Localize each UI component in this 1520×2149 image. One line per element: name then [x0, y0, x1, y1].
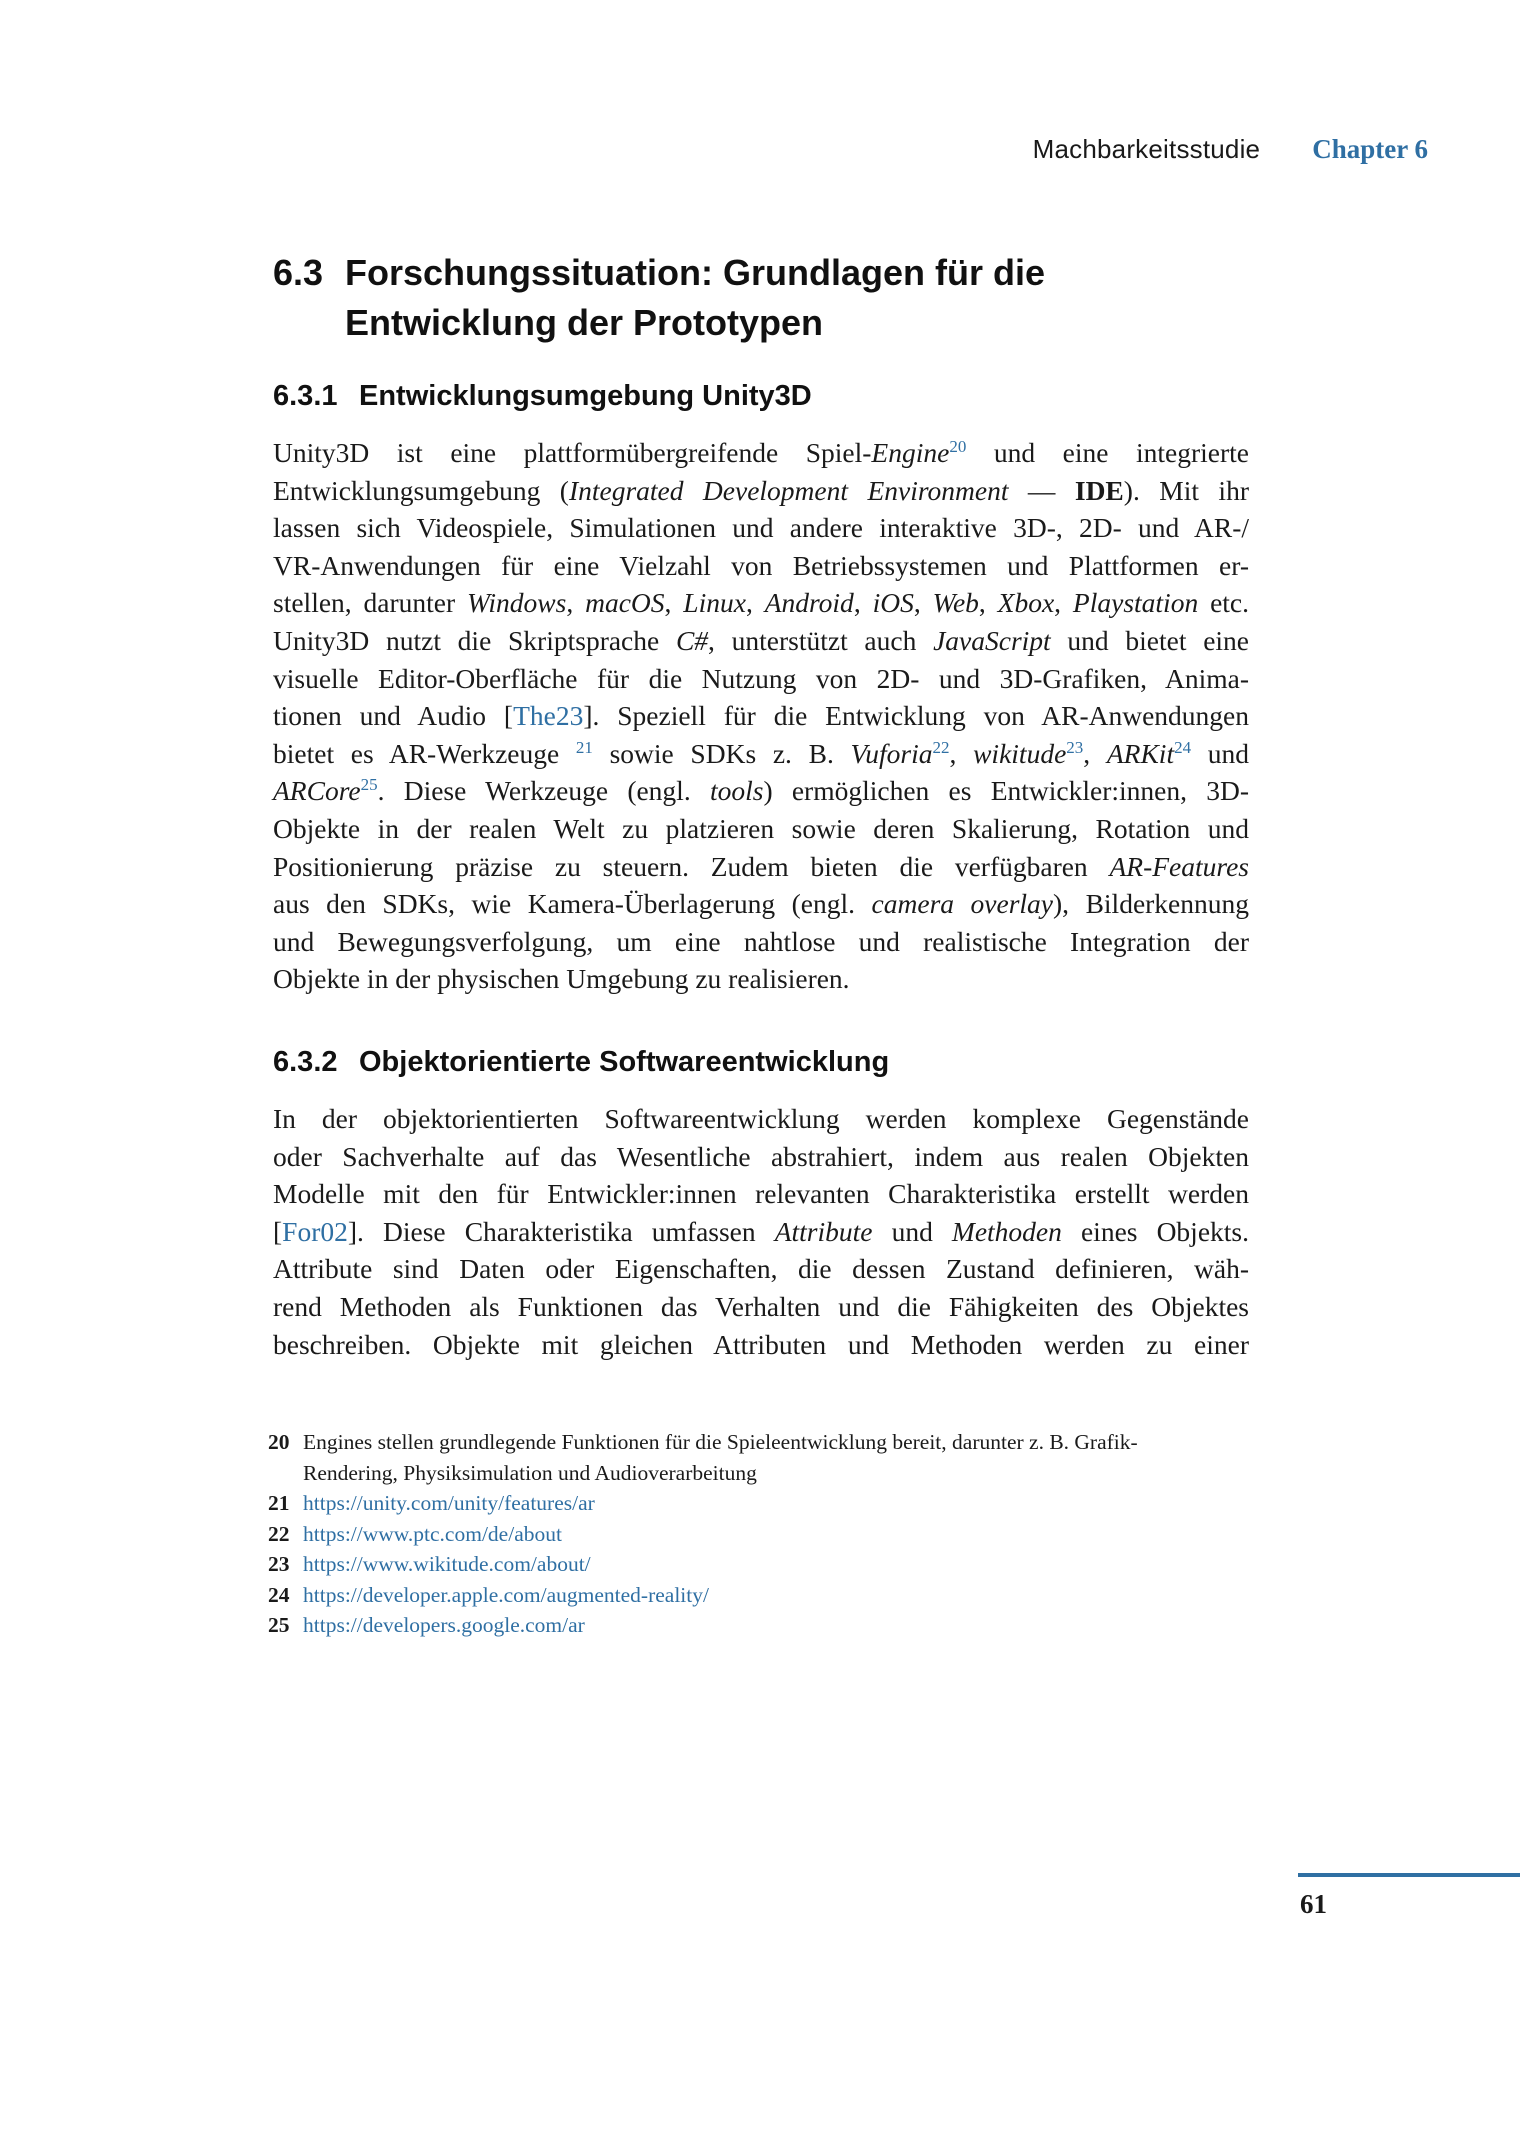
section-title-line-1: Forschungssituation: Grundlagen für die [345, 252, 1046, 293]
footnote-number: 23 [268, 1552, 290, 1576]
text-line: ARCore$^{25}$. Diese Werkzeuge (engl. tools) ermöglichen es Entwickler:innen, 3D- [273, 775, 1249, 807]
footnote-link[interactable]: https://www.wikitude.com/about/ [303, 1552, 591, 1576]
text-line: oder Sachverhalte auf das Wesentliche abstrahiert, indem aus realen Objekten [273, 1140, 1249, 1172]
footnote-ref-20[interactable]: 20 [949, 436, 967, 456]
text-line: bietet es AR-Werkzeuge $^{21}$ sowie SDKs z. B. Vuforia$^{22}$, wikitude$^{23}$, ARKit$^{24}$ und [273, 737, 1250, 769]
footnote-number: 21 [268, 1491, 290, 1515]
citation-link-the23[interactable]: The23 [513, 700, 584, 732]
text-line: Objekte in der physischen Umgebung zu realisieren. [273, 963, 850, 995]
text-line: Modelle mit den für Entwickler:innen relevanten Charakteristika erstellt werden [273, 1178, 1249, 1210]
paragraph-oop [273, 1100, 1249, 1363]
text-line: Entwicklungsumgebung (Integrated Development Environment — IDE). Mit ihr [273, 474, 1249, 506]
footer-rule [1298, 1873, 1520, 1877]
footnote-link[interactable]: https://unity.com/unity/features/ar [303, 1491, 595, 1515]
footnote-20 [268, 1427, 1258, 1488]
footnote-ref-23[interactable]: 23 [1066, 737, 1084, 757]
footnote-ref-24[interactable]: 24 [1174, 737, 1192, 757]
text-line: Attribute sind Daten oder Eigenschaften, die dessen Zustand definieren, wäh- [273, 1253, 1249, 1285]
section-title-line-2: Entwicklung der Prototypen [345, 302, 824, 343]
citation-link-for02[interactable]: For02 [282, 1215, 348, 1247]
footnote-number: 24 [268, 1582, 290, 1607]
footnote-23 [268, 1549, 1258, 1580]
text-line: rend Methoden als Funktionen das Verhalten und die Fähigkeiten des Objektes [273, 1290, 1249, 1322]
footnote-number: 25 [268, 1613, 290, 1637]
section-number: 6.3 [273, 252, 324, 293]
text-line: aus den SDKs, wie Kamera-Überlagerung (engl. camera overlay), Bilderkennung [273, 888, 1250, 920]
subsection-heading-oop [273, 1042, 1253, 1082]
page-number: 61 [1300, 1889, 1327, 1919]
running-header-chapter: Chapter 6 [1312, 134, 1428, 164]
running-header [0, 134, 1428, 165]
footnote-22 [268, 1519, 1258, 1550]
text-line: lassen sich Videospiele, Simulationen und andere interaktive 3D-, 2D- und AR-/ [273, 512, 1249, 544]
footnote-link[interactable]: https://developer.apple.com/augmented-reality/ [303, 1582, 709, 1607]
footnote-text: Engines stellen grundlegende Funktionen für die Spieleentwicklung bereit, darunter z. B. Grafik- Rendering, Physiksimulation und Audioverarbeitung [303, 1430, 1138, 1485]
section-heading [273, 248, 1273, 348]
footnote-21 [268, 1488, 1258, 1519]
footnote-ref-21[interactable]: 21 [575, 737, 593, 757]
text-line: In der objektorientierten Softwareentwicklung werden komplexe Gegenstände [273, 1103, 1249, 1134]
text-line: [For02]. Diese Charakteristika umfassen Attribute und Methoden eines Objekts. [273, 1215, 1249, 1247]
text-line: VR-Anwendungen für eine Vielzahl von Betriebssystemen und Plattformen er- [273, 549, 1249, 581]
text-line: Unity3D nutzt die Skriptsprache C#, unterstützt auch JavaScript und bietet eine [273, 624, 1249, 656]
footnote-25 [268, 1610, 1258, 1641]
subsection-title: Objektorientierte Softwareentwicklung [359, 1046, 890, 1078]
subsection-title: Entwicklungsumgebung Unity3D [359, 380, 812, 412]
running-header-title: Machbarkeitsstudie [1032, 134, 1261, 164]
footnote-ref-25[interactable]: 25 [360, 775, 378, 795]
paragraph-unity3d [273, 434, 1249, 998]
text-line: Objekte in der realen Welt zu platzieren sowie deren Skalierung, Rotation und [273, 812, 1249, 844]
text-line: stellen, darunter Windows, macOS, Linux, Android, iOS, Web, Xbox, Playstation etc. [273, 587, 1250, 619]
text-line: visuelle Editor-Oberfläche für die Nutzung von 2D- und 3D-Grafiken, Anima- [273, 662, 1249, 694]
footnote-link[interactable]: https://developers.google.com/ar [303, 1613, 585, 1637]
footnote-link[interactable]: https://www.ptc.com/de/about [303, 1521, 562, 1546]
text-line: und Bewegungsverfolgung, um eine nahtlose und realistische Integration der [273, 925, 1249, 957]
footnote-number: 22 [268, 1521, 290, 1546]
subsection-number: 6.3.1 [273, 380, 338, 412]
text-line: tionen und Audio [The23]. Speziell für die Entwicklung von AR-Anwendungen [273, 700, 1249, 732]
text-line: Positionierung präzise zu steuern. Zudem bieten die verfügbaren AR-Features [273, 850, 1249, 882]
text-line: beschreiben. Objekte mit gleichen Attributen und Methoden werden zu einer [273, 1328, 1249, 1360]
footnote-ref-22[interactable]: 22 [932, 737, 950, 757]
subsection-number: 6.3.2 [273, 1046, 338, 1078]
footnotes [268, 1427, 1258, 1641]
footnote-24 [268, 1580, 1258, 1611]
footnote-number: 20 [268, 1430, 290, 1454]
text-line: Unity3D ist eine plattformübergreifende Spiel-Engine$^{20}$ und eine integrierte [273, 436, 1250, 468]
subsection-heading-unity3d [273, 376, 1253, 416]
